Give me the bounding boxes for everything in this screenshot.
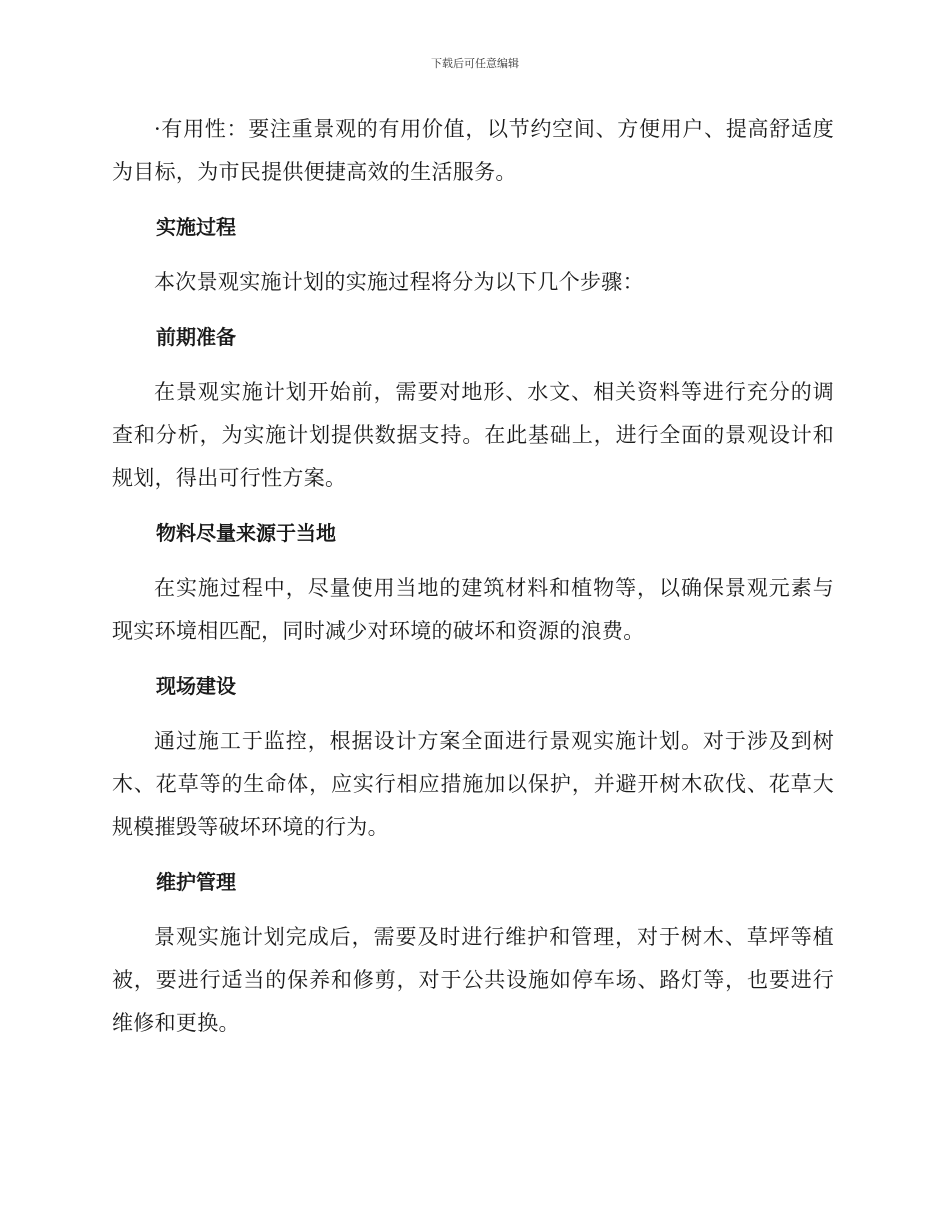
section-body-maintenance: 景观实施计划完成后，需要及时进行维护和管理，对于树木、草坪等植被，要进行适当的保养和修剪，对于公共设施如停车场、路灯等，也要进行维修和更换。 xyxy=(112,925,834,1035)
document-body xyxy=(112,108,834,1045)
section-heading-implementation-process: 实施过程 xyxy=(156,215,236,239)
section-body-local-materials: 在实施过程中，尽量使用当地的建筑材料和植物等，以确保景观元素与现实环境相匹配，同时减少对环境的破坏和资源的浪费。 xyxy=(112,576,834,643)
section-body-implementation-process: 本次景观实施计划的实施过程将分为以下几个步骤： xyxy=(154,270,644,294)
page-header: 下载后可任意编辑 xyxy=(431,57,519,70)
section-heading-site-construction: 现场建设 xyxy=(156,674,236,698)
section-body-preparation: 在景观实施计划开始前，需要对地形、水文、相关资料等进行充分的调查和分析，为实施计划提供数据支持。在此基础上，进行全面的景观设计和规划，得出可行性方案。 xyxy=(112,380,834,490)
section-heading-preparation: 前期准备 xyxy=(156,325,236,349)
section-body-site-construction: 通过施工于监控，根据设计方案全面进行景观实施计划。对于涉及到树木、花草等的生命体，应实行相应措施加以保护，并避开树木砍伐、花草大规模摧毁等破坏环境的行为。 xyxy=(112,729,834,839)
intro-paragraph: ·有用性：要注重景观的有用价值，以节约空间、方便用户、提高舒适度为目标，为市民提供便捷高效的生活服务。 xyxy=(112,117,834,184)
section-heading-maintenance: 维护管理 xyxy=(156,870,236,894)
section-heading-local-materials: 物料尽量来源于当地 xyxy=(156,521,336,545)
